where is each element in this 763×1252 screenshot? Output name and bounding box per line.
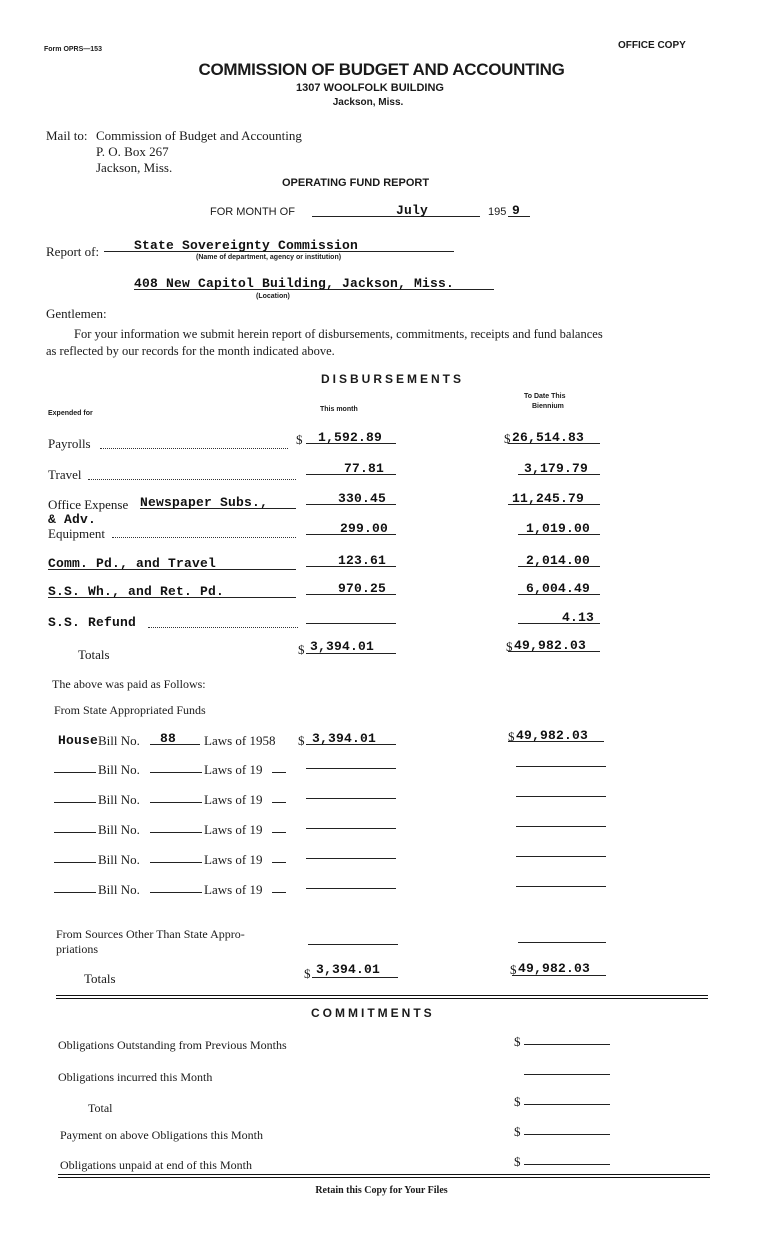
col-to-date-2: Biennium bbox=[532, 403, 564, 410]
other-sources-todate-line bbox=[518, 942, 606, 943]
commit-incurred-label: Obligations incurred this Month bbox=[58, 1070, 213, 1084]
report-title: OPERATING FUND REPORT bbox=[282, 177, 430, 189]
travel-month-value: 77.81 bbox=[344, 461, 385, 476]
bill1-bill-label: Bill No. bbox=[98, 733, 140, 748]
mail-to-label: Mail to: bbox=[46, 128, 88, 143]
bill1-number-line bbox=[150, 744, 200, 745]
bill5-house-line bbox=[54, 862, 96, 863]
col-to-date-1: To Date This bbox=[524, 393, 566, 400]
payrolls-label: Payrolls bbox=[48, 436, 91, 451]
bill5-laws-label: Laws of 19 bbox=[204, 852, 263, 867]
bill1-todate-currency: $ bbox=[508, 729, 515, 744]
intro-line1: For your information we submit herein report of disbursements, commitments, receipts and fund balances bbox=[74, 327, 603, 341]
bill3-todate-line bbox=[516, 796, 606, 797]
bill1-month-line bbox=[306, 744, 396, 745]
comm-pd-month-value: 123.61 bbox=[338, 553, 387, 568]
equipment-leader bbox=[112, 537, 296, 538]
period-year-prefix: 195 bbox=[488, 206, 507, 218]
office-expense-detail: Newspaper Subs., bbox=[140, 495, 269, 510]
totals-todate-line bbox=[508, 651, 600, 652]
bill3-number-line bbox=[150, 802, 202, 803]
office-expense-line bbox=[140, 508, 296, 509]
totals2-label: Totals bbox=[84, 971, 116, 986]
commit-payment-line bbox=[524, 1134, 610, 1135]
payrolls-month-currency: $ bbox=[296, 432, 303, 447]
ss-wh-todate-line bbox=[518, 594, 600, 595]
commit-unpaid-line bbox=[524, 1164, 610, 1165]
paid-as-follows: The above was paid as Follows: bbox=[52, 677, 206, 691]
bill3-month-line bbox=[306, 798, 396, 799]
bill1-house: House bbox=[58, 733, 99, 748]
payrolls-todate-currency: $ bbox=[504, 431, 511, 446]
other-sources-month-line bbox=[308, 944, 398, 945]
from-state-funds: From State Appropriated Funds bbox=[54, 703, 206, 717]
commitments-heading: COMMITMENTS bbox=[311, 1006, 435, 1020]
bill6-todate-line bbox=[516, 886, 606, 887]
bill4-house-line bbox=[54, 832, 96, 833]
commit-unpaid-label: Obligations unpaid at end of this Month bbox=[60, 1158, 252, 1172]
bill5-month-line bbox=[306, 858, 396, 859]
bill4-bill-label: Bill No. bbox=[98, 822, 140, 837]
equipment-label: Equipment bbox=[48, 526, 106, 541]
ss-wh-month-line bbox=[306, 594, 396, 595]
other-sources-line2: priations bbox=[56, 942, 98, 956]
comm-pd-todate-line bbox=[518, 566, 600, 567]
mail-to-line2: P. O. Box 267 bbox=[96, 144, 169, 159]
footer-note: Retain this Copy for Your Files bbox=[315, 1185, 448, 1196]
expended-for-label: Expended for bbox=[48, 410, 93, 417]
bill1-month-value: 3,394.01 bbox=[312, 731, 377, 746]
commit-unpaid-currency: $ bbox=[514, 1154, 521, 1169]
footer-divider bbox=[58, 1174, 710, 1178]
report-of-name: State Sovereignty Commission bbox=[134, 238, 359, 253]
bill5-bill-label: Bill No. bbox=[98, 852, 140, 867]
commit-outstanding-line bbox=[524, 1044, 610, 1045]
comm-pd-month-line bbox=[306, 566, 396, 567]
col-this-month: This month bbox=[320, 406, 358, 413]
period-year-digit: 9 bbox=[512, 203, 521, 218]
commit-total-currency: $ bbox=[514, 1094, 521, 1109]
equipment-month-line bbox=[306, 534, 396, 535]
office-expense-month-line bbox=[306, 504, 396, 505]
bill6-laws-label: Laws of 19 bbox=[204, 882, 263, 897]
ss-wh-todate-value: 6,004.49 bbox=[526, 581, 591, 596]
bill4-number-line bbox=[150, 832, 202, 833]
period-month: July bbox=[396, 203, 429, 218]
mail-to-line3: Jackson, Miss. bbox=[96, 160, 173, 175]
totals2-todate-currency: $ bbox=[510, 962, 517, 977]
ss-refund-todate-line bbox=[518, 623, 600, 624]
travel-todate-line bbox=[518, 474, 600, 475]
bill2-house-line bbox=[54, 772, 96, 773]
bill5-todate-line bbox=[516, 856, 606, 857]
disbursements-heading: DISBURSEMENTS bbox=[321, 372, 465, 386]
bill6-month-line bbox=[306, 888, 396, 889]
bill3-house-line bbox=[54, 802, 96, 803]
comm-pd-label: Comm. Pd., and Travel bbox=[48, 556, 217, 571]
report-of-caption: (Name of department, agency or institution) bbox=[196, 254, 342, 261]
form-number: Form OPRS—153 bbox=[44, 46, 102, 53]
bill2-year-line bbox=[272, 772, 286, 773]
ss-wh-label: S.S. Wh., and Ret. Pd. bbox=[48, 584, 225, 599]
bill4-year-line bbox=[272, 832, 286, 833]
equipment-detail: & Adv. bbox=[48, 512, 97, 527]
bill6-house-line bbox=[54, 892, 96, 893]
totals-label: Totals bbox=[78, 647, 110, 662]
travel-month-line bbox=[306, 474, 396, 475]
bill4-todate-line bbox=[516, 826, 606, 827]
payrolls-leader bbox=[100, 448, 288, 449]
commit-payment-label: Payment on above Obligations this Month bbox=[60, 1128, 263, 1142]
comm-pd-todate-value: 2,014.00 bbox=[526, 553, 591, 568]
totals-month-value: 3,394.01 bbox=[310, 639, 375, 654]
bill2-number-line bbox=[150, 772, 202, 773]
commit-total-label: Total bbox=[88, 1101, 113, 1115]
ss-refund-label: S.S. Refund bbox=[48, 615, 137, 630]
mail-to-line1: Commission of Budget and Accounting bbox=[96, 128, 302, 143]
agency-city: Jackson, Miss. bbox=[332, 97, 404, 108]
commit-outstanding-label: Obligations Outstanding from Previous Months bbox=[58, 1038, 287, 1052]
bill6-bill-label: Bill No. bbox=[98, 882, 140, 897]
travel-leader bbox=[88, 479, 296, 480]
period-label: FOR MONTH OF bbox=[210, 206, 295, 218]
ss-refund-month-line bbox=[306, 623, 396, 624]
bill1-todate-value: 49,982.03 bbox=[516, 728, 589, 743]
ss-refund-leader bbox=[148, 627, 298, 628]
bill3-bill-label: Bill No. bbox=[98, 792, 140, 807]
office-expense-todate-line bbox=[508, 504, 600, 505]
bill2-laws-label: Laws of 19 bbox=[204, 762, 263, 777]
report-location: 408 New Capitol Building, Jackson, Miss. bbox=[134, 276, 455, 291]
ss-refund-todate-value: 4.13 bbox=[562, 610, 595, 625]
bill6-number-line bbox=[150, 892, 202, 893]
bill2-todate-line bbox=[516, 766, 606, 767]
equipment-month-value: 299.00 bbox=[340, 521, 389, 536]
bill4-laws-label: Laws of 19 bbox=[204, 822, 263, 837]
agency-building: 1307 WOOLFOLK BUILDING bbox=[296, 82, 444, 94]
totals2-month-line bbox=[312, 977, 398, 978]
bill4-month-line bbox=[306, 828, 396, 829]
other-sources-line1: From Sources Other Than State Appro- bbox=[56, 927, 245, 941]
intro-line2: as reflected by our records for the month indicated above. bbox=[46, 344, 335, 358]
section-divider bbox=[56, 995, 708, 999]
travel-label: Travel bbox=[48, 467, 82, 482]
ss-wh-line bbox=[48, 597, 296, 598]
comm-pd-line bbox=[48, 569, 296, 570]
totals-todate-value: 49,982.03 bbox=[514, 638, 587, 653]
copy-label: OFFICE COPY bbox=[618, 40, 686, 51]
report-of-label: Report of: bbox=[46, 244, 100, 259]
totals2-todate-line bbox=[512, 975, 606, 976]
commit-outstanding-currency: $ bbox=[514, 1034, 521, 1049]
bill1-laws-year: Laws of 1958 bbox=[204, 733, 276, 748]
office-expense-month-value: 330.45 bbox=[338, 491, 387, 506]
commit-incurred-line bbox=[524, 1074, 610, 1075]
office-expense-label: Office Expense bbox=[48, 497, 129, 512]
bill1-month-currency: $ bbox=[298, 733, 305, 748]
totals2-month-currency: $ bbox=[304, 966, 311, 981]
travel-todate-value: 3,179.79 bbox=[524, 461, 589, 476]
totals-month-line bbox=[306, 653, 396, 654]
bill1-number: 88 bbox=[160, 731, 177, 746]
bill2-bill-label: Bill No. bbox=[98, 762, 140, 777]
bill6-year-line bbox=[272, 892, 286, 893]
bill3-year-line bbox=[272, 802, 286, 803]
agency-title: COMMISSION OF BUDGET AND ACCOUNTING bbox=[198, 60, 565, 79]
ss-wh-month-value: 970.25 bbox=[338, 581, 387, 596]
bill5-year-line bbox=[272, 862, 286, 863]
bill5-number-line bbox=[150, 862, 202, 863]
totals-month-currency: $ bbox=[298, 642, 305, 657]
bill3-laws-label: Laws of 19 bbox=[204, 792, 263, 807]
bill2-month-line bbox=[306, 768, 396, 769]
payrolls-month-value: 1,592.89 bbox=[318, 430, 383, 445]
totals2-month-value: 3,394.01 bbox=[316, 962, 381, 977]
location-caption: (Location) bbox=[256, 293, 290, 300]
office-expense-todate-value: 11,245.79 bbox=[512, 491, 585, 506]
bill1-todate-line bbox=[508, 741, 604, 742]
equipment-todate-value: 1,019.00 bbox=[526, 521, 591, 536]
equipment-todate-line bbox=[518, 534, 600, 535]
totals2-todate-value: 49,982.03 bbox=[518, 961, 591, 976]
payrolls-month-line bbox=[306, 443, 396, 444]
totals-todate-currency: $ bbox=[506, 639, 513, 654]
commit-total-line bbox=[524, 1104, 610, 1105]
period-year-line bbox=[508, 216, 530, 217]
salutation: Gentlemen: bbox=[46, 306, 107, 321]
payrolls-todate-value: 26,514.83 bbox=[512, 430, 585, 445]
commit-payment-currency: $ bbox=[514, 1124, 521, 1139]
payrolls-todate-line bbox=[508, 443, 600, 444]
